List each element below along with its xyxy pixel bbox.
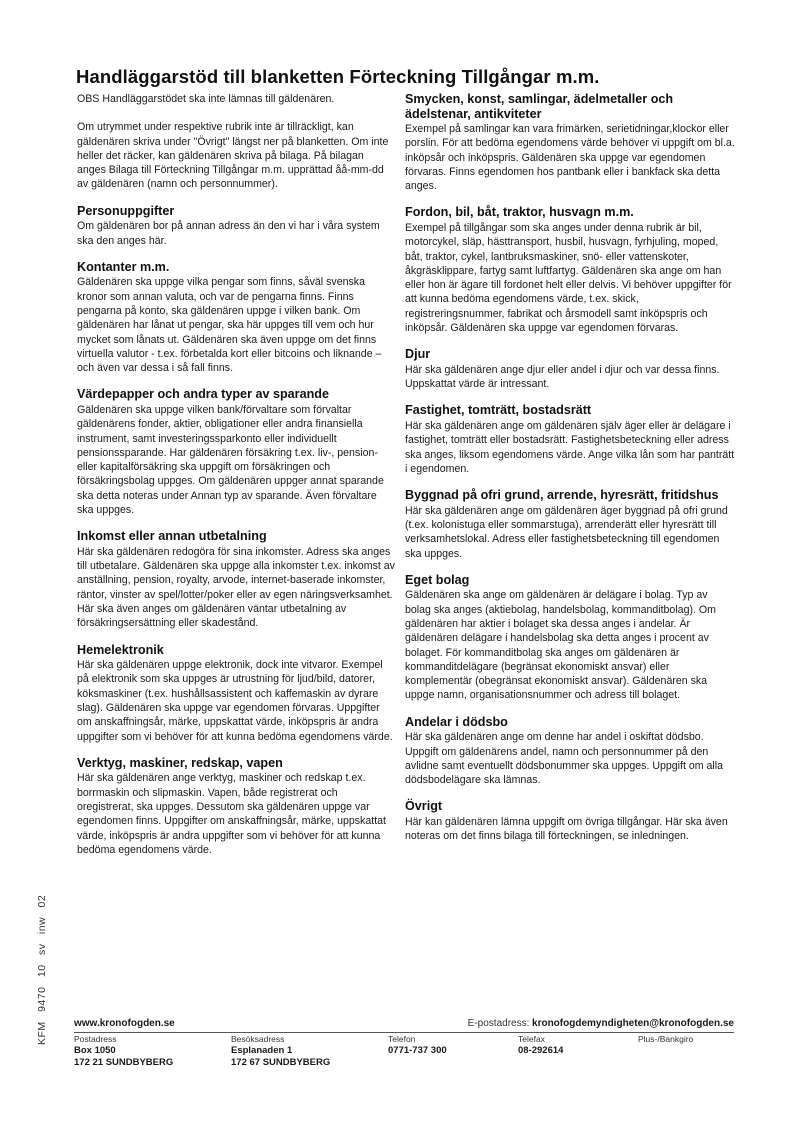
section-text: Här ska gäldenären ange verktyg, maskiner och redskap t.ex. borrmaskin och slipmaskin. Vapen, både registrerat och oregistrerat, ska uppges. Dessutom ska gäldenären uppge var egendomen finns. Uppgifter om anskaffningsår, märke, uppskattat värde, inköpspris är andra uppgifter som vi behöver för att kunna bedöma egendomens värde. [77,772,386,856]
postadress-line1: Box 1050 [74,1045,116,1056]
right-sections [405,92,735,843]
footer-contact-grid [74,1034,734,1069]
section-heading: Hemelektronik [77,642,164,657]
section [405,347,735,391]
section-text: Här ska gäldenären ange om gäldenären äger byggnad på ofri grund (t.ex. kolonistuga eller sommarstuga), arrenderätt eller hyresrätt till verksamhetslokal. Adress eller fastighetsbeteckning till egendomen ska uppges. [405,504,728,560]
section-text: Här ska gäldenären uppge elektronik, dock inte vitvaror. Exempel på elektronik som ska uppges är utrustning för ljud/bild, datorer, köksmaskiner (t.ex. hushållsassistent och kaffemaskin av dyrare slag). Gäldenären ska uppge var egendomen förvaras. Uppgifter om anskaffningsår, märke, uppskattat värde, inköpspris är andra uppgifter som vi behöver för att kunna bedöma egendomens värde. [77,659,393,743]
section-text: Gäldenären ska uppge vilken bank/förvaltare som förvaltar gäldenärens fonder, aktier, obligationer eller andra finansiella instrument, samt investeringssparkonto eller individuellt pensionssparande. Har gäldenären försäkring t.ex. liv-, pension- eller kapitalförsäkring ska uppgift om försäkringen och försäkringsbolag uppges. Om gäldenären uppger annat sparande ska detta noteras under Annan typ av sparande. Även förvaltare ska uppges. [77,403,384,517]
besoksadress-line2: 172 67 SUNDBYBERG [231,1057,331,1068]
section-text: Här ska gäldenären ange om gäldenären själv äger eller är delägare i fastighet, tomträtt eller bostadsrätt. Fastighetsbeteckning eller adress ska anges, liksom egendomens värde. Ange vilka lån som har panträtt i egendomen. [405,419,735,475]
section-heading: Övrigt [405,799,443,814]
section-heading: Fastighet, tomträtt, bostadsrätt [405,403,592,418]
section-text: Här ska gäldenären ange djur eller andel i djur och var dessa finns. Uppskattat värde är intressant. [405,363,720,391]
email-block [468,1018,734,1029]
besoksadress-label: Besöksadress [231,1034,285,1044]
form-code: KFM 9470 10 sv inw 02 [36,894,48,1045]
page-title: Handläggarstöd till blanketten Förteckning Tillgångar m.m. [76,66,600,88]
intro-paragraph: Om utrymmet under respektive rubrik inte är tillräckligt, kan gäldenären skriva under "Övrigt" längst ner på blanketten. Om inte heller det räcker, kan gäldenären skriva på bilaga. På bilagan anges Bilaga till Förteckning Tillgångar m.m. upprättad åå-mm-dd av gäldenären (namn och personnummer). [77,121,389,191]
section [405,715,735,788]
section [77,260,395,376]
telefon [388,1034,518,1069]
besoksadress-line1: Esplanaden 1 [231,1045,293,1056]
section-heading: Djur [405,347,431,362]
section-heading: Värdepapper och andra typer av sparande [77,387,329,402]
section-heading: Verktyg, maskiner, redskap, vapen [77,755,283,770]
section-heading: Fordon, bil, båt, traktor, husvagn m.m. [405,205,634,220]
section-heading: Eget bolag [405,572,470,587]
section-heading: Inkomst eller annan utbetalning [77,529,267,544]
section-text: Gäldenären ska uppge vilka pengar som finns, såväl svenska kronor som annan valuta, och var de pengarna finns. Finns pengarna på konto, ska gäldenären uppge i vilken bank. Om gäldenären har lånat ut pengar, ska här uppges till vem och hur mycket som lånats ut. Gäldenären ska även uppge om det finns virtuella valutor - t.ex. förbetalda kort eller bitcoins och liknande – och även var dessa i så fall finns. [77,276,382,375]
telefax-value: 08-292614 [518,1045,564,1056]
section [405,488,735,561]
section-text: Om gäldenären bor på annan adress än den vi har i våra system ska den anges här. [77,220,380,247]
section [405,92,735,193]
section-heading: Personuppgifter [77,203,175,218]
section-heading: Kontanter m.m. [77,259,170,274]
footer-top [74,1018,734,1029]
section-text: Här ska gäldenären redogöra för sina inkomster. Adress ska anges till utbetalare. Gäldenären ska uppge alla inkomster t.ex. inkomst av anställning, pension, royalty, arvode, internet-baserade inkomster, räntor, vinster av spel/lotter/poker eller av egen näringsverksamhet. Här ska även anges om gäldenären väntar utbetalning av försäkringsersättning eller skadestånd. [77,545,395,630]
left-sections [77,204,395,857]
section [405,403,735,476]
section [77,529,395,630]
section [77,643,395,744]
section-heading: Andelar i dödsbo [405,714,508,729]
section [77,387,395,517]
telefax [518,1034,638,1069]
email-link[interactable]: kronofogdemyndigheten@kronofogden.se [532,1018,734,1029]
section-text: Här ska gäldenären ange om denne har andel i oskiftat dödsbo. Uppgift om gäldenärens andel, namn och personnummer på den avlidne samt eventuellt dödsbonummer ska uppges. Uppgift om alla dödsbodelägare ska lämnas. [405,731,723,787]
website-link[interactable]: www.kronofogden.se [74,1018,175,1029]
section-text: Exempel på tillgångar som ska anges under denna rubrik är bil, motorcykel, släp, hästtransport, husbil, husvagn, fyrhjuling, moped, båt, traktor, cykel, lantbruksmaskiner, snö- eller vattenskoter, åkgräsklippare, fartyg samt luftfartyg. Gäldenären ska ange om han eller hon är ägare till fordonet helt eller delvis. Vi behöver uppgifter för att kunna bedöma egendomens värde, t.ex. skick, registreringsnummer, fabrikat och årsmodell samt inköpspris och inköpsår. Gäldenären ska uppge var egendomen förvaras. [405,221,732,335]
footer [74,1018,734,1069]
section [405,205,735,335]
telefon-label: Telefon [388,1034,416,1044]
section [405,799,735,843]
postadress-label: Postadress [74,1034,117,1044]
section-text: Här kan gäldenären lämna uppgift om övriga tillgångar. Här ska även noteras om det finns bilaga till förteckningen, se inledningen. [405,815,728,843]
section-text: Gäldenären ska ange om gäldenären är delägare i bolag. Typ av bolag ska anges (aktiebolag, handelsbolag, kommanditbolag). Om gäldenären har aktier i bolaget ska dessa anges i andelar. Är gäldenären delägare i handelsbolag ska detta anges i procent av bolaget. För kommanditbolag ska anges om gäldenären är kommanditdelägare (begränsat ekonomiskt ansvar) eller komplementär (obegränsat ekonomiskt ansvar). Gäldenären ska uppge namn, organisationsnummer och adress till bolaget. [405,589,716,702]
section-text: Exempel på samlingar kan vara frimärken, serietidningar,klockor eller porslin. För att bedöma egendomens värde behöver vi uppgift om bl.a. inköpsår och inköpspris. Gäldenären ska uppge var egendomen förvaras. Finns egendomen hos pantbank eller i bankfack ska detta anges. [405,123,735,193]
left-column [77,92,395,857]
telefon-value: 0771-737 300 [388,1045,447,1056]
footer-divider [74,1032,734,1033]
bankgiro-label: Plus-/Bankgiro [638,1034,694,1044]
section [77,756,395,857]
section-heading: Byggnad på ofri grund, arrende, hyresrätt, fritidshus [405,488,719,503]
section [405,573,735,703]
postadress-line2: 172 21 SUNDBYBERG [74,1057,174,1068]
postadress [74,1034,231,1069]
right-column [405,92,735,843]
intro-notice: OBS Handläggarstödet ska inte lämnas till gäldenären. [77,93,335,105]
section [77,204,395,248]
section-heading: Smycken, konst, samlingar, ädelmetaller och ädelstenar, antikviteter [405,92,674,121]
telefax-label: Telefax [518,1034,545,1044]
email-label: E-postadress: [467,1018,530,1029]
bankgiro [638,1034,728,1069]
besoksadress [231,1034,388,1069]
